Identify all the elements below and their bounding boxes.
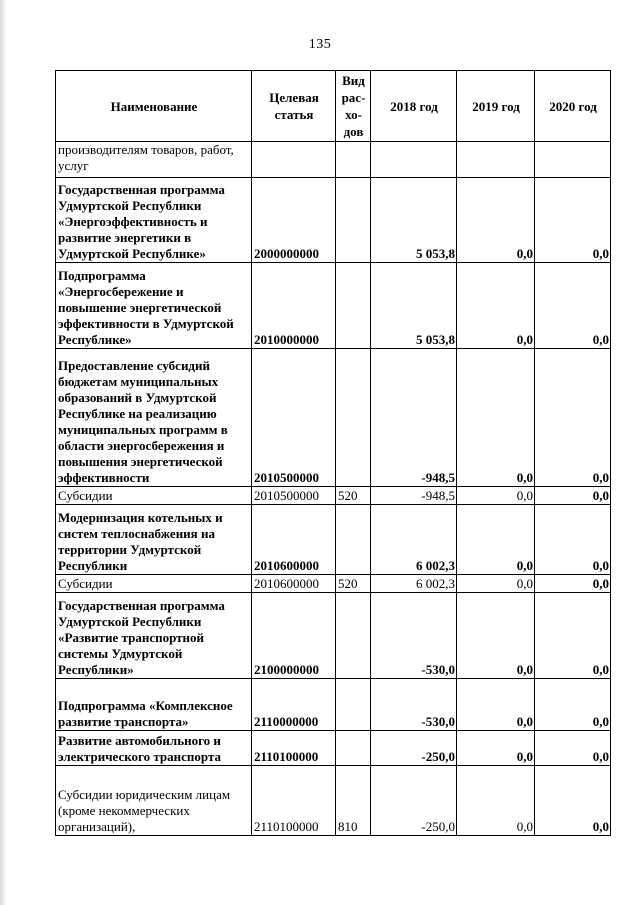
row-2020: 0,0 [535,593,611,679]
row-name: Развитие автомобильного и электрического транспорта [56,731,252,766]
row-2019: 0,0 [457,505,535,575]
row-vid [336,142,371,178]
table-row [56,487,611,505]
row-2019: 0,0 [457,349,535,487]
row-vid [336,505,371,575]
row-2018: -948,5 [371,487,457,505]
row-2018: 6 002,3 [371,575,457,593]
row-code: 2010500000 [252,487,336,505]
row-name: производителям товаров, работ, услуг [56,142,252,178]
row-vid [336,263,371,349]
row-2018 [371,142,457,178]
row-vid: 520 [336,575,371,593]
row-2018: 6 002,3 [371,505,457,575]
row-code: 2010000000 [252,263,336,349]
page-number: 135 [308,37,332,52]
row-code: 2110100000 [252,731,336,766]
scan-edge-shadow [0,0,6,905]
row-2019: 0,0 [457,575,535,593]
header-name: Наименование [56,71,252,142]
row-vid: 810 [336,766,371,836]
table-row [56,593,611,679]
row-code: 2010600000 [252,505,336,575]
table-row [56,263,611,349]
row-code: 2010600000 [252,575,336,593]
row-name: Государственная программа Удмуртской Республики «Развитие транспортной системы Удмуртской Республики» [56,593,252,679]
row-2019: 0,0 [457,593,535,679]
table-row [56,349,611,487]
row-2019: 0,0 [457,487,535,505]
table-header-row [56,71,611,142]
row-vid: 520 [336,487,371,505]
row-2018: 5 053,8 [371,178,457,263]
row-name: Предоставление субсидий бюджетам муниципальных образований в Удмуртской Республике на реализацию муниципальных программ в области энергосбережения и повышения энергетической эффективности [56,349,252,487]
row-2019: 0,0 [457,263,535,349]
row-2018: -530,0 [371,679,457,731]
row-2020: 0,0 [535,263,611,349]
row-code: 2000000000 [252,178,336,263]
row-name: Государственная программа Удмуртской Республики «Энергоэффективность и развитие энергетики в Удмуртской Республике» [56,178,252,263]
row-2019: 0,0 [457,766,535,836]
row-vid [336,349,371,487]
row-2018: -530,0 [371,593,457,679]
row-2019: 0,0 [457,731,535,766]
table-row [56,731,611,766]
row-2020: 0,0 [535,349,611,487]
row-2020: 0,0 [535,505,611,575]
budget-table [55,70,611,836]
row-2020: 0,0 [535,766,611,836]
header-vid: Вид рас- хо- дов [336,71,371,142]
row-2018: -250,0 [371,766,457,836]
row-code [252,142,336,178]
row-vid [336,731,371,766]
row-vid [336,178,371,263]
row-name: Подпрограмма «Комплексное развитие транспорта» [56,679,252,731]
header-2018: 2018 год [371,71,457,142]
row-2020: 0,0 [535,487,611,505]
table-row [56,142,611,178]
header-2019: 2019 год [457,71,535,142]
row-vid [336,593,371,679]
row-2020: 0,0 [535,178,611,263]
row-code: 2100000000 [252,593,336,679]
row-code: 2010500000 [252,349,336,487]
table-row [56,679,611,731]
row-code: 2110000000 [252,679,336,731]
row-name: Подпрограмма «Энергосбережение и повышение энергетической эффективности в Удмуртской Республике» [56,263,252,349]
row-2020: 0,0 [535,731,611,766]
table-row [56,505,611,575]
row-2019: 0,0 [457,178,535,263]
header-target: Целевая статья [252,71,336,142]
table-row [56,575,611,593]
row-2018: -250,0 [371,731,457,766]
row-name: Субсидии [56,487,252,505]
row-2019 [457,142,535,178]
row-2020 [535,142,611,178]
table-row [56,178,611,263]
row-2018: 5 053,8 [371,263,457,349]
row-vid [336,679,371,731]
row-2020: 0,0 [535,679,611,731]
row-2019: 0,0 [457,679,535,731]
row-2020: 0,0 [535,575,611,593]
table-row [56,766,611,836]
row-name: Модернизация котельных и систем теплоснабжения на территории Удмуртской Республики [56,505,252,575]
row-name: Субсидии юридическим лицам (кроме некоммерческих организаций), [56,766,252,836]
header-2020: 2020 год [535,71,611,142]
row-name: Субсидии [56,575,252,593]
row-code: 2110100000 [252,766,336,836]
row-2018: -948,5 [371,349,457,487]
